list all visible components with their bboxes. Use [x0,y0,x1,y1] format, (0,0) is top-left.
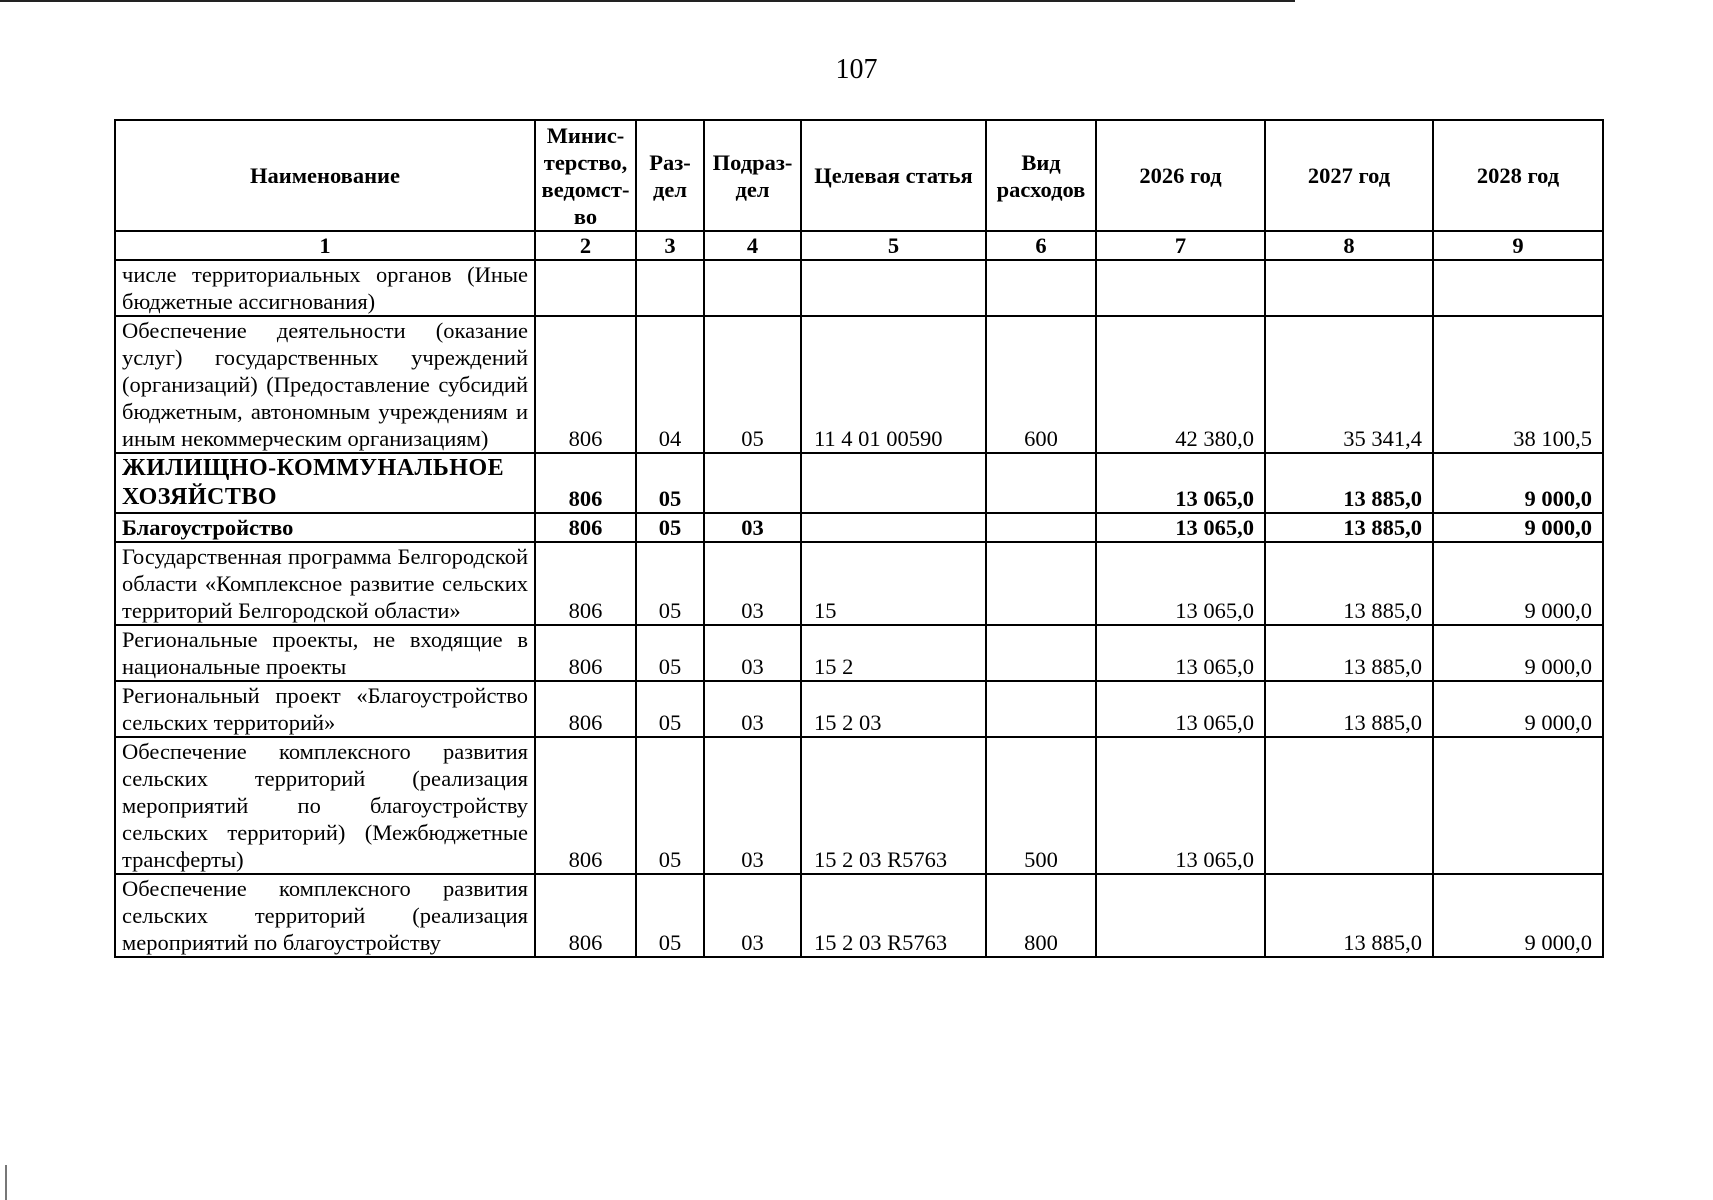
row-subsection [704,453,801,513]
row-target: 15 2 03 R5763 [801,737,986,874]
row-name: Обеспечение комплексного развития сельских территорий (реализация мероприятий по благоустройству [115,874,535,957]
table-row [115,681,1603,737]
table-row-section-heading [115,453,1603,513]
column-number: 8 [1265,231,1433,260]
row-target: 15 2 03 [801,681,986,737]
row-expense-type: 600 [986,316,1096,453]
row-amount-2028: 9 000,0 [1433,625,1603,681]
row-name: Благоустройство [115,513,535,542]
row-section: 05 [636,625,704,681]
row-name: Региональные проекты, не входящие в национальные проекты [115,625,535,681]
row-ministry: 806 [535,625,636,681]
row-amount-2028: 9 000,0 [1433,453,1603,513]
row-amount-2027 [1265,737,1433,874]
header-year-2026: 2026 год [1096,120,1265,231]
column-number: 9 [1433,231,1603,260]
table-row [115,874,1603,957]
row-subsection: 03 [704,542,801,625]
header-section: Раз-дел [636,120,704,231]
row-expense-type [986,542,1096,625]
row-amount-2027: 35 341,4 [1265,316,1433,453]
row-name: числе территориальных органов (Иные бюджетные ассигнования) [115,260,535,316]
row-name: ЖИЛИЩНО-КОММУНАЛЬНОЕ ХОЗЯЙСТВО [115,453,535,513]
row-ministry: 806 [535,874,636,957]
row-ministry: 806 [535,737,636,874]
row-expense-type [986,453,1096,513]
row-name: Региональный проект «Благоустройство сельских территорий» [115,681,535,737]
top-border-line [0,0,1295,2]
column-number: 1 [115,231,535,260]
row-name: Обеспечение деятельности (оказание услуг) государственных учреждений (организаций) (Предоставление субсидий бюджетным, автономным учреждениям и иным некоммерческим организациям) [115,316,535,453]
row-expense-type [986,260,1096,316]
row-ministry: 806 [535,681,636,737]
table-row [115,737,1603,874]
row-target: 11 4 01 00590 [801,316,986,453]
header-ministry: Минис-терство, ведомст-во [535,120,636,231]
table-row [115,316,1603,453]
row-amount-2027: 13 885,0 [1265,513,1433,542]
row-target [801,513,986,542]
row-amount-2026: 42 380,0 [1096,316,1265,453]
row-amount-2026 [1096,260,1265,316]
header-target: Целевая статья [801,120,986,231]
column-number: 6 [986,231,1096,260]
row-ministry: 806 [535,316,636,453]
row-expense-type: 800 [986,874,1096,957]
row-ministry [535,260,636,316]
row-amount-2028: 9 000,0 [1433,513,1603,542]
row-amount-2028 [1433,737,1603,874]
table-row-subsection-heading [115,513,1603,542]
column-number: 2 [535,231,636,260]
row-amount-2027: 13 885,0 [1265,453,1433,513]
row-section: 05 [636,737,704,874]
row-ministry: 806 [535,513,636,542]
row-amount-2027: 13 885,0 [1265,625,1433,681]
row-subsection: 03 [704,737,801,874]
row-section: 05 [636,681,704,737]
page-number: 107 [835,54,878,85]
row-amount-2027: 13 885,0 [1265,681,1433,737]
row-expense-type [986,513,1096,542]
row-target: 15 [801,542,986,625]
row-section: 05 [636,874,704,957]
table-row [115,542,1603,625]
row-amount-2026: 13 065,0 [1096,681,1265,737]
row-section [636,260,704,316]
row-amount-2026: 13 065,0 [1096,542,1265,625]
row-section: 05 [636,513,704,542]
row-target: 15 2 [801,625,986,681]
column-number-row [115,231,1603,260]
row-amount-2027: 13 885,0 [1265,874,1433,957]
table-row [115,260,1603,316]
row-expense-type [986,681,1096,737]
row-section: 04 [636,316,704,453]
row-amount-2026: 13 065,0 [1096,737,1265,874]
row-subsection [704,260,801,316]
table-row [115,625,1603,681]
row-name: Обеспечение комплексного развития сельских территорий (реализация мероприятий по благоустройству сельских территорий) (Межбюджетные трансферты) [115,737,535,874]
row-amount-2026: 13 065,0 [1096,453,1265,513]
row-target [801,260,986,316]
header-subsection: Подраз-дел [704,120,801,231]
row-amount-2027: 13 885,0 [1265,542,1433,625]
row-amount-2028: 38 100,5 [1433,316,1603,453]
row-amount-2027 [1265,260,1433,316]
header-name: Наименование [115,120,535,231]
header-year-2027: 2027 год [1265,120,1433,231]
row-subsection: 03 [704,513,801,542]
column-number: 5 [801,231,986,260]
row-section: 05 [636,542,704,625]
row-target [801,453,986,513]
column-number: 4 [704,231,801,260]
row-expense-type [986,625,1096,681]
row-expense-type: 500 [986,737,1096,874]
row-amount-2026: 13 065,0 [1096,625,1265,681]
header-expense-type: Вид расходов [986,120,1096,231]
column-number: 3 [636,231,704,260]
column-number: 7 [1096,231,1265,260]
row-ministry: 806 [535,453,636,513]
row-amount-2028: 9 000,0 [1433,874,1603,957]
row-target: 15 2 03 R5763 [801,874,986,957]
budget-table [114,119,1604,958]
row-amount-2028 [1433,260,1603,316]
row-section: 05 [636,453,704,513]
row-subsection: 03 [704,681,801,737]
row-amount-2028: 9 000,0 [1433,681,1603,737]
row-ministry: 806 [535,542,636,625]
row-name: Государственная программа Белгородской области «Комплексное развитие сельских территорий Белгородской области» [115,542,535,625]
row-amount-2028: 9 000,0 [1433,542,1603,625]
row-subsection: 05 [704,316,801,453]
row-amount-2026: 13 065,0 [1096,513,1265,542]
row-subsection: 03 [704,874,801,957]
row-subsection: 03 [704,625,801,681]
table-header-row [115,120,1603,231]
row-amount-2026 [1096,874,1265,957]
header-year-2028: 2028 год [1433,120,1603,231]
scan-edge-mark [5,1165,7,1200]
